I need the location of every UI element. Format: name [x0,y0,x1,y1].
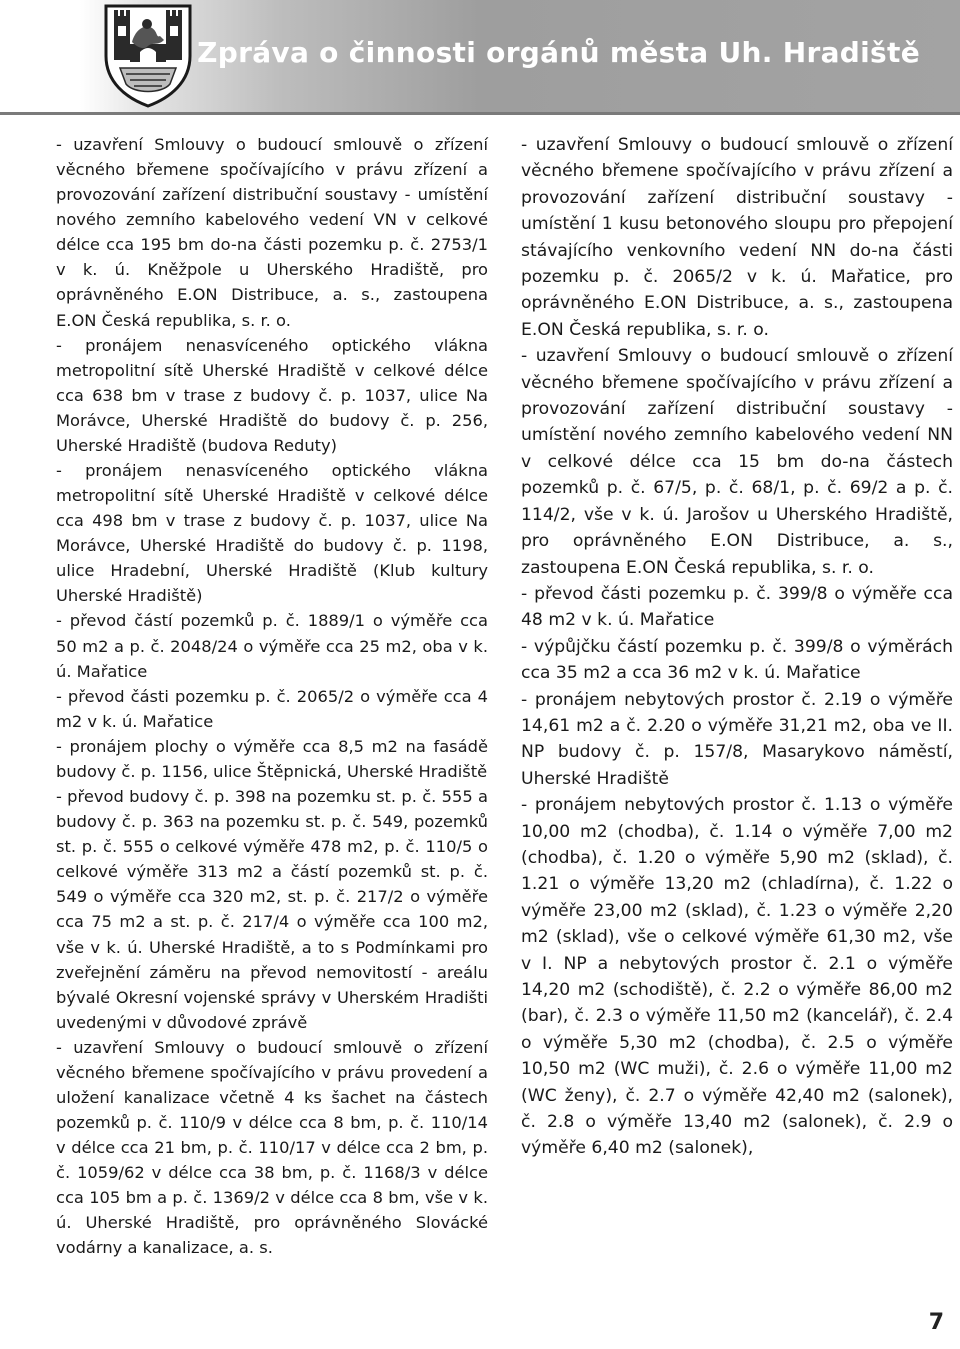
paragraph: - převod části pozemku p. č. 399/8 o výměře cca 48 m2 v k. ú. Mařatice [521,583,953,631]
city-coat-of-arms-icon [100,2,196,108]
publication-title: Zpráva o činnosti orgánů města Uh. Hradiště [197,36,920,69]
paragraph: - převod budovy č. p. 398 na pozemku st. p. č. 555 a budovy č. p. 363 na pozemku st. p. č. 549, pozemků st. p. č. 555 o celkové výměře 478 m2, p. č. 110/5 o celkové výměře 313 m2 a částí pozemků st. p. č. 549 o výměře cca 320 m2, st. p. č. 217/2 o výměře cca 75 m2 a st. p. č. 217/4 o výměře cca 100 m2, vše v k. ú. Uherské Hradiště, a to s Podmínkami pro zveřejnění záměru na převod nemovitostí - areálu bývalé Okresní vojenské správy v Uherském Hradišti uvedenými v důvodové zprávě [56,787,488,1032]
paragraph: - pronájem nebytových prostor č. 2.19 o výměře 14,61 m2 a č. 2.20 o výměře 31,21 m2, oba ve II. NP budovy č. p. 157/8, Masarykovo náměstí, Uherské Hradiště [521,689,953,789]
paragraph: - převod části pozemku p. č. 2065/2 o výměře cca 4 m2 v k. ú. Mařatice [56,686,488,731]
paragraph: - výpůjčku částí pozemku p. č. 399/8 o výměrách cca 35 m2 a cca 36 m2 v k. ú. Mařatice [521,636,953,684]
page-header [0,0,960,118]
header-rule [0,112,960,115]
right-column [521,132,953,1162]
paragraph: - pronájem nenasvíceného optického vlákna metropolitní sítě Uherské Hradiště v celkové délce cca 638 bm v trase z budovy č. p. 1037, ulice Na Morávce, Uherské Hradiště do budovy č. p. 256, Uherské Hradiště (budova Reduty) [56,335,488,455]
paragraph: - pronájem nebytových prostor č. 1.13 o výměře 10,00 m2 (chodba), č. 1.14 o výměře 7,00 m2 (chodba), č. 1.20 o výměře 5,90 m2 (sklad), č. 1.21 o výměře 13,20 m2 (chladírna), č. 1.22 o výměře 23,00 m2 (sklad), č. 1.23 o výměře 2,20 m2 (sklad), vše o celkové výměře 61,30 m2, vše v I. NP a nebytových prostor č. 2.1 o výměře 14,20 m2 (schodiště), č. 2.2 o výměře 86,00 m2 (bar), č. 2.3 o výměře 11,50 m2 (kancelář), č. 2.4 o výměře 5,30 m2 (chodba), č. 2.5 o výměře 10,50 m2 (WC muži), č. 2.6 o výměře 11,00 m2 (WC ženy), č. 2.7 o výměře 42,40 m2 (salonek), č. 2.8 o výměře 13,40 m2 (salonek), č. 2.9 o výměře 6,40 m2 (salonek), [521,795,953,1159]
paragraph: - převod částí pozemků p. č. 1889/1 o výměře cca 50 m2 a p. č. 2048/24 o výměře cca 25 m2, oba v k. ú. Mařatice [56,611,488,681]
paragraph: - uzavření Smlouvy o budoucí smlouvě o zřízení věcného břemene spočívajícího v právu provedení a uložení kanalizace včetně 4 ks šachet na částech pozemků p. č. 110/9 v délce cca 8 bm, p. č. 110/14 v délce cca 21 bm, p. č. 110/17 v délce cca 2 bm, p. č. 1059/62 v délce cca 38 bm, p. č. 1168/3 v délce cca 105 bm a p. č. 1369/2 v délce cca 8 bm, vše v k. ú. Uherské Hradiště, pro oprávněného Slovácké vodárny a kanalizace, a. s. [56,1037,488,1258]
paragraph: - uzavření Smlouvy o budoucí smlouvě o zřízení věcného břemene spočívajícího v právu zřízení a provozování zařízení distribuční soustavy - umístění 1 kusu betonového sloupu pro přepojení stávajícího venkovního vedení NN do-na části pozemku p. č. 2065/2 v k. ú. Mařatice, pro oprávněného E.ON Distribuce, a. s., zastoupena E.ON Česká republika, s. r. o. [521,135,953,340]
paragraph: - uzavření Smlouvy o budoucí smlouvě o zřízení věcného břemene spočívajícího v právu zřízení a provozování zařízení distribuční soustavy - umístění nového zemního kabelového vedení NN v celkové délce cca 15 bm do-na částech pozemků p. č. 67/5, p. č. 68/1, p. č. 69/2 a p. č. 114/2, vše v k. ú. Jarošov u Uherského Hradiště, pro oprávněného E.ON Distribuce, a. s., zastoupena E.ON Česká republika, s. r. o. [521,346,953,578]
page-number: 7 [928,1310,944,1335]
left-column [56,132,488,1261]
paragraph: - pronájem nenasvíceného optického vlákna metropolitní sítě Uherské Hradiště v celkové délce cca 498 bm v trase z budovy č. p. 1037, ulice Na Morávce, Uherské Hradiště do budovy č. p. 1198, ulice Hradební, Uherské Hradiště (Klub kultury Uherské Hradiště) [56,461,488,606]
paragraph: - pronájem plochy o výměře cca 8,5 m2 na fasádě budovy č. p. 1156, ulice Štěpnická, Uherské Hradiště [56,736,488,781]
paragraph: - uzavření Smlouvy o budoucí smlouvě o zřízení věcného břemene spočívajícího v právu zřízení a provozování zařízení distribuční soustavy - umístění nového zemního kabelového vedení VN v celkové délce cca 195 bm do-na části pozemku p. č. 2753/1 v k. ú. Kněžpole u Uherského Hradiště, pro oprávněného E.ON Distribuce, a. s., zastoupena E.ON Česká republika, s. r. o. [56,135,488,330]
